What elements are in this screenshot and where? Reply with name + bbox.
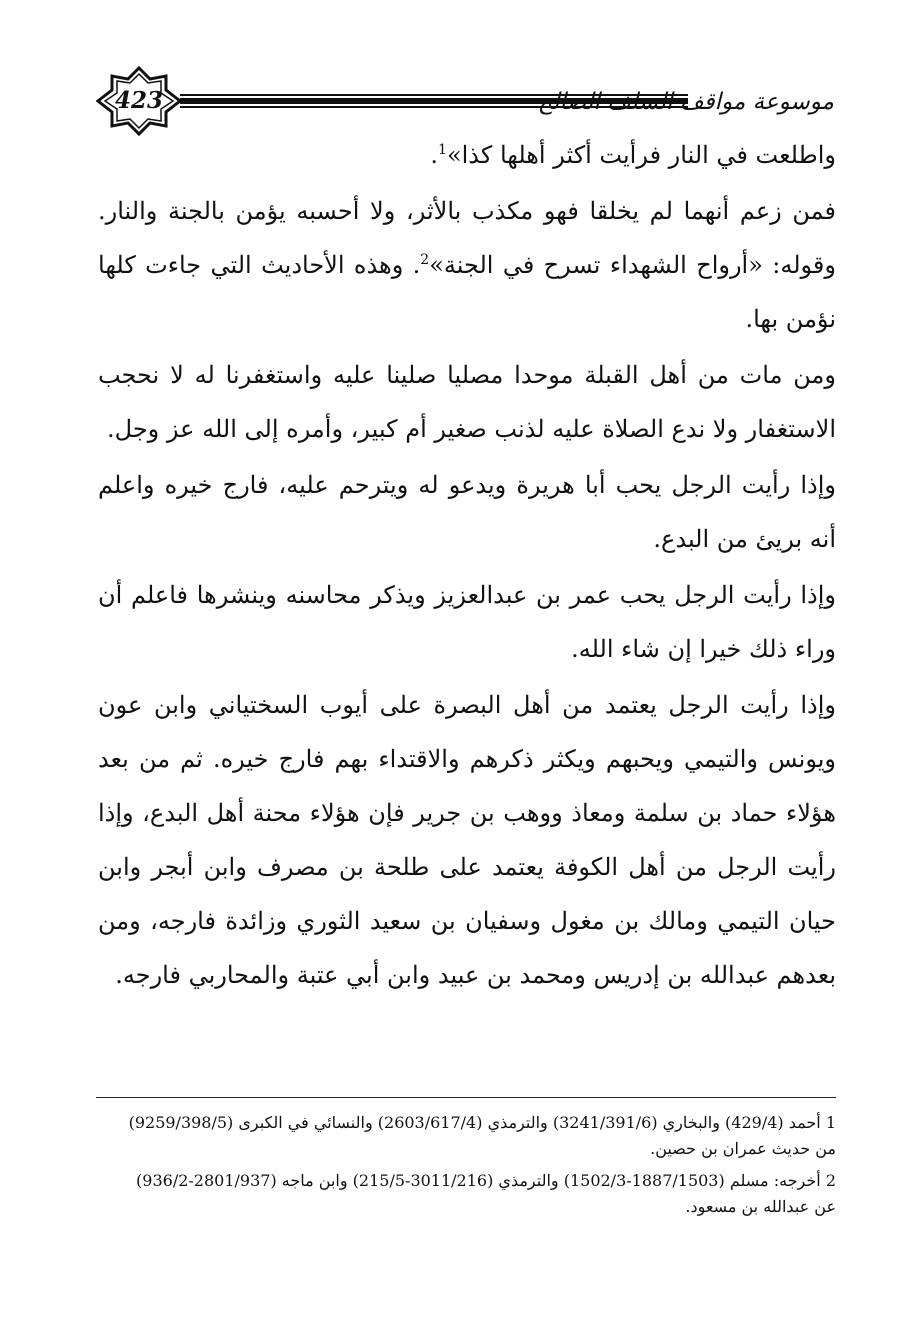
footnote-continuation: من حديث عمران بن حصين.	[650, 1139, 836, 1158]
paragraph-1: واطلعت في النار فرأيت أكثر أهلها كذا»$^1$.	[430, 141, 836, 169]
page-header	[96, 66, 834, 136]
paragraph-5: وإذا رأيت الرجل يحب عمر بن عبدالعزيز ويذكر محاسنه وينشرها فاعلم أن وراء ذلك خيرا إن شاء الله.	[98, 581, 836, 663]
footnotes	[98, 1110, 836, 1226]
footnote-text: أحمد (429/4) والبخاري (3241/391/6) والترمذي (2603/617/4) والنسائي في الكبرى (9259/398/5)	[128, 1113, 821, 1132]
paragraph-2	[98, 184, 836, 346]
paragraph-4: وإذا رأيت الرجل يحب أبا هريرة ويدعو له ويترحم عليه، فارج خيره واعلم أنه بريئ من البدع.	[98, 471, 836, 553]
footnote-number: 2	[825, 1171, 836, 1190]
main-text	[98, 128, 836, 1002]
footnote-2	[98, 1168, 836, 1220]
footnote-1	[98, 1110, 836, 1162]
paragraph-3: ومن مات من أهل القبلة موحدا مصليا صلينا عليه واستغفرنا له لا نحجب الاستغفار ولا ندع الصلاة عليه لذنب صغير أم كبير، وأمره إلى الله عز وجل.	[98, 361, 836, 443]
book-title: موسوعة مواقف السلف الصالح	[537, 89, 834, 115]
page-number: 423	[114, 87, 163, 114]
paragraph-6: وإذا رأيت الرجل يعتمد من أهل البصرة على أيوب السختياني وابن عون ويونس والتيمي ويحبهم ويكثر ذكرهم والاقتداء بهم فارج خيره. ثم من بعد هؤلاء حماد بن سلمة ومعاذ ووهب بن جرير فإن هؤلاء محنة أهل البدع، وإذا رأيت الرجل من أهل الكوفة يعتمد على طلحة بن مصرف وابن أبجر وابن حيان التيمي ومالك بن مغول وسفيان بن سعيد الثوري وزائدة فارجه، ومن بعدهم عبدالله بن إدريس ومحمد بن عبيد وابن أبي عتبة والمحاربي فارجه.	[98, 691, 836, 989]
footnote-continuation: عن عبدالله بن مسعود.	[685, 1197, 836, 1216]
footnote-ref-1: 1	[438, 142, 447, 158]
paragraph-text: فمن زعم أنهما لم يخلقا فهو مكذب بالأثر، ولا أحسبه يؤمن بالجنة والنار. وقوله: «أرواح الشهداء تسرح في الجنة»	[98, 197, 836, 279]
footnote-ref-2: 2	[420, 252, 430, 268]
footnote-number: 1	[825, 1113, 836, 1132]
footnote-divider	[96, 1097, 836, 1098]
footnote-text: أخرجه: مسلم (1887/1503-1502/3) والترمذي (3011/216-215/5) وابن ماجه (2801/937-936/2)	[136, 1171, 821, 1190]
paragraph-text: واطلعت في النار فرأيت أكثر أهلها كذا»	[446, 141, 836, 169]
paragraph-text-tail: . وهذه الأحاديث التي جاءت كلها نؤمن بها.	[98, 251, 836, 333]
